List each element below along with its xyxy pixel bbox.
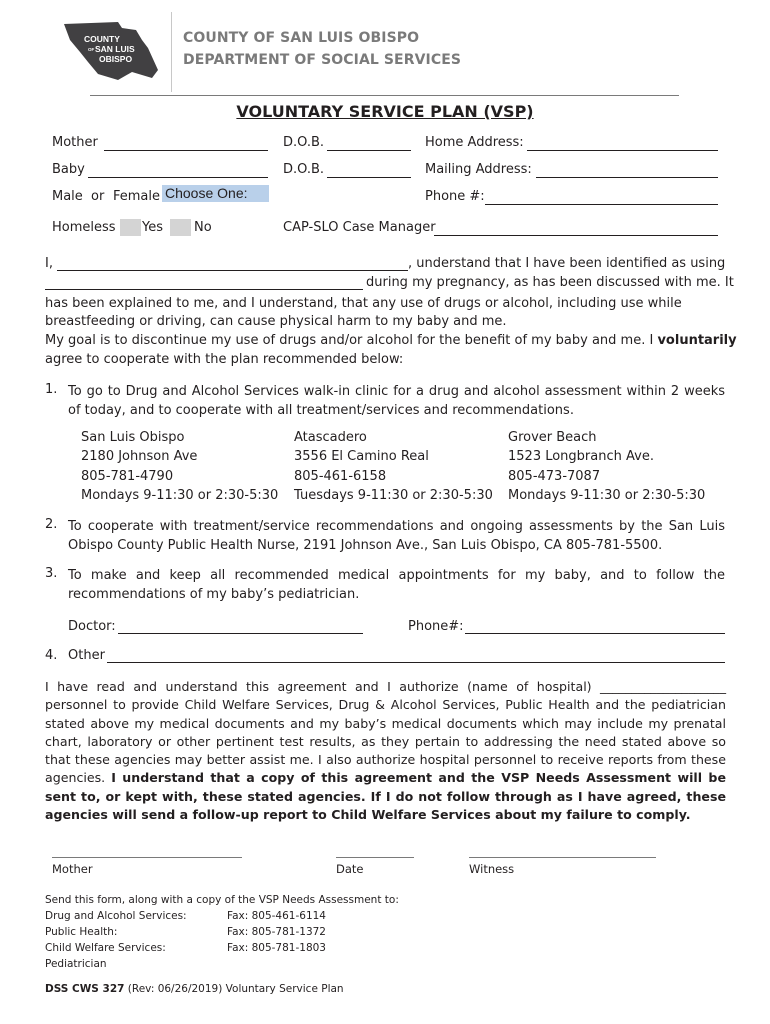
item-3-text: To make and keep all recommended medical appointments for my baby, and to follow the recommendations of my baby’s pediatrician.: [68, 568, 725, 603]
clinic-2-address: 3556 El Camino Real: [294, 449, 429, 465]
send-to-fax-2: Fax: 805-781-1372: [227, 926, 326, 938]
case-manager-field[interactable]: [434, 235, 718, 236]
item-3-number: 3.: [45, 566, 58, 581]
statement-understand: , understand that I have been identified as using: [408, 256, 726, 271]
dob-label-baby: D.O.B.: [283, 162, 325, 177]
org-name: COUNTY OF SAN LUIS OBISPO: [183, 30, 420, 46]
goal-text: [45, 333, 737, 348]
form-footer: [45, 983, 344, 995]
doctor-label: Doctor:: [68, 619, 116, 634]
mother-dob-field[interactable]: [327, 150, 411, 151]
substance-field[interactable]: [45, 289, 363, 290]
witness-signature-label: Witness: [469, 862, 515, 876]
item-4-number: 4.: [45, 648, 58, 663]
clinic-3-address: 1523 Longbranch Ave.: [508, 449, 654, 465]
homeless-label: Homeless: [52, 220, 116, 235]
baby-field[interactable]: [88, 177, 268, 178]
clinic-1-name: San Luis Obispo: [81, 430, 185, 445]
statement-line-3: has been explained to me, and I understand, that any use of drugs or alcohol, including use while: [45, 296, 682, 311]
authorization-bold-text: I understand that a copy of this agreement and the VSP Needs Assessment will be sent to, or kept with, these stated agencies. If I do not follow through as I have agreed, these agencies will send a follow-up report to Child Welfare Services about my failure to comply.: [45, 770, 726, 823]
baby-dob-field[interactable]: [327, 177, 411, 178]
mother-label: Mother: [52, 135, 98, 150]
statement-i: I,: [45, 256, 53, 271]
mailing-address-label: Mailing Address:: [425, 162, 532, 177]
home-address-field[interactable]: [527, 150, 718, 151]
voluntarily-text: voluntarily: [657, 333, 737, 348]
clinic-1-phone: 805-781-4790: [81, 468, 174, 484]
clinic-3: [508, 428, 705, 506]
male-label: Male: [52, 189, 83, 204]
clinic-1-hours: Mondays 9-11:30 or 2:30-5:30: [81, 488, 279, 504]
item-1-text: To go to Drug and Alcohol Services walk-in clinic for a drug and alcohol assessment within 2 weeks of today, and to cooperate with all treatment/services and recommendations.: [68, 384, 725, 419]
phone-field[interactable]: [485, 204, 718, 205]
yes-label: Yes: [142, 220, 163, 235]
or-label: or: [91, 189, 105, 204]
clinic-2-name: Atascadero: [294, 430, 367, 445]
clinic-3-hours: Mondays 9-11:30 or 2:30-5:30: [508, 488, 706, 504]
statement-name-field[interactable]: [57, 270, 408, 271]
county-logo: [62, 18, 160, 84]
send-to-agency-2: Public Health:: [45, 926, 118, 938]
sex-select[interactable]: Choose One:: [162, 185, 269, 202]
clinic-3-name: Grover Beach: [508, 430, 597, 445]
goal-text-main: My goal is to discontinue my use of drugs and/or alcohol for the benefit of my baby and me. I: [45, 333, 654, 348]
mother-field[interactable]: [104, 150, 268, 151]
page-title: VOLUNTARY SERVICE PLAN (VSP): [236, 102, 534, 121]
logo-line-3: OBISPO: [99, 54, 133, 64]
header-divider: [171, 12, 172, 92]
send-to-fax-1: Fax: 805-461-6114: [227, 910, 326, 922]
authorization-text: I have read and understand this agreement and I authorize (name of hospital) ____________________ personnel to provide Child Welfare Services, Drug & Alcohol Services, Public Health and the pediatrician stated above my medical documents and my baby’s medical documents which may include my prenatal chart, laboratory or other pertinent test results, as they pertain to addressing the need stated above so that these agencies may better assist me. I also authorize hospital personnel to receive reports from these agencies.: [45, 679, 726, 786]
mother-signature-label: Mother: [52, 862, 93, 876]
case-manager-label: CAP-SLO Case Manager: [283, 220, 436, 235]
home-address-label: Home Address:: [425, 135, 524, 150]
homeless-no-checkbox[interactable]: [170, 219, 191, 236]
phone-label: Phone #:: [425, 189, 485, 204]
clinic-1-address: 2180 Johnson Ave: [81, 449, 198, 465]
item-4-text: Other: [68, 648, 105, 663]
item-2-text: To cooperate with treatment/service recommendations and ongoing assessments by the San Luis Obispo County Public Health Nurse, 2191 Johnson Ave., San Luis Obispo, CA 805-781-5500.: [68, 519, 725, 554]
no-label: No: [194, 220, 212, 235]
witness-signature-line[interactable]: [469, 857, 656, 858]
clinic-2: [294, 428, 493, 506]
county-map-icon: [62, 18, 160, 84]
clinic-1: [81, 428, 278, 506]
send-to-agency-4: Pediatrician: [45, 958, 107, 970]
date-signature-line[interactable]: [336, 857, 414, 858]
doctor-phone-label: Phone#:: [408, 619, 464, 634]
send-to-agency-1: Drug and Alcohol Services:: [45, 910, 187, 922]
item-2-number: 2.: [45, 517, 58, 532]
date-signature-label: Date: [336, 862, 364, 876]
form-rev: (Rev: 06/26/2019): [127, 983, 223, 995]
homeless-yes-checkbox[interactable]: [120, 219, 141, 236]
female-label: Female: [113, 189, 161, 204]
send-to-agency-3: Child Welfare Services:: [45, 942, 166, 954]
logo-line-2: SAN LUIS: [95, 44, 135, 54]
doctor-phone-field[interactable]: [465, 633, 725, 634]
logo-of: OF: [88, 47, 95, 52]
mailing-address-field[interactable]: [536, 177, 718, 178]
baby-label: Baby: [52, 162, 85, 177]
form-name: Voluntary Service Plan: [225, 983, 344, 995]
mother-signature-line[interactable]: [52, 857, 242, 858]
form-code: DSS CWS 327: [45, 983, 125, 995]
header-rule: [90, 95, 679, 96]
clinic-2-hours: Tuesdays 9-11:30 or 2:30-5:30: [294, 488, 493, 504]
dob-label-mother: D.O.B.: [283, 135, 325, 150]
statement-line-4: breastfeeding or driving, can cause physical harm to my baby and me.: [45, 314, 507, 329]
clinic-2-phone: 805-461-6158: [294, 468, 387, 484]
other-field[interactable]: [107, 662, 725, 663]
department-name: DEPARTMENT OF SOCIAL SERVICES: [183, 52, 462, 68]
statement-during: during my pregnancy, as has been discussed with me. It: [366, 275, 734, 290]
doctor-field[interactable]: [118, 633, 363, 634]
send-to-fax-3: Fax: 805-781-1803: [227, 942, 326, 954]
send-to-intro: Send this form, along with a copy of the VSP Needs Assessment to:: [45, 894, 399, 906]
authorization-paragraph: [45, 678, 726, 824]
agree-text: agree to cooperate with the plan recommended below:: [45, 352, 404, 367]
logo-line-1: COUNTY: [84, 34, 120, 44]
clinic-3-phone: 805-473-7087: [508, 468, 601, 484]
item-1-number: 1.: [45, 382, 58, 397]
